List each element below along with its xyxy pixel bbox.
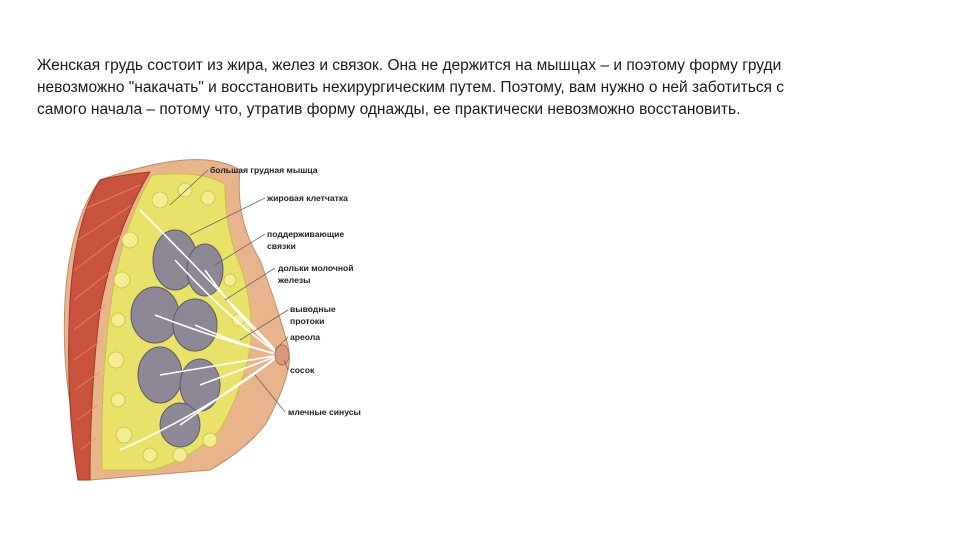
label-sinuses: млечные синусы [288, 407, 361, 417]
intro-line-3: самого начала – потому что, утратив форму однажды, ее практически невозможно восстановить. [37, 101, 741, 118]
intro-line-1: Женская грудь состоит из жира, желез и связок. Она не держится на мышцах – и поэтому форму груди [37, 57, 782, 74]
label-lobules-1: дольки молочной [278, 263, 354, 273]
label-pectoral-muscle: большая грудная мышца [210, 165, 318, 175]
label-ligaments-1: поддерживающие [267, 229, 345, 239]
label-fat-tissue: жировая клетчатка [267, 193, 348, 203]
label-areola: ареола [290, 332, 321, 342]
label-nipple: сосок [290, 365, 315, 375]
intro-paragraph [37, 55, 927, 121]
label-ducts-1: выводные [290, 304, 336, 314]
label-ligaments-2: связки [267, 241, 296, 251]
label-lobules-2: железы [278, 275, 311, 285]
intro-line-2: невозможно "накачать" и восстановить нехирургическим путем. Поэтому, вам нужно о ней заботиться с [37, 79, 785, 96]
breast-anatomy-diagram [60, 150, 400, 490]
label-ducts-2: протоки [290, 316, 325, 326]
